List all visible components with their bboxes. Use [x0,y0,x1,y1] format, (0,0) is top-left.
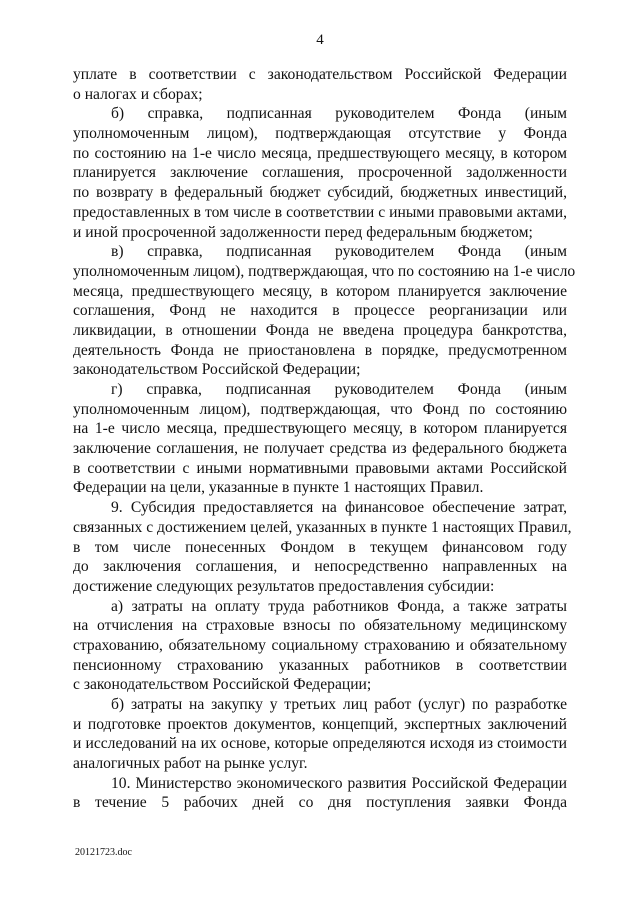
text-line: о налогах и сборах; [73,85,203,103]
text-line: а) затраты на оплату труда работников Фонда, а также затраты [111,597,567,615]
text-line: заключение соглашения, не получает средства из федерального бюджета [73,440,567,458]
text-line: в том числе понесенных Фондом в текущем финансовом году [73,538,567,556]
text-line: достижение следующих результатов предоставления субсидии: [73,577,495,595]
text-line: и исследований на их основе, которые определяются исходя из стоимости [73,735,567,753]
text-line: уплате в соответствии с законодательством Российской Федерации [73,66,567,83]
text-line: в соответствии с иными нормативными правовыми актами Российской [73,459,567,477]
text-line: г) справка, подписанная руководителем Фонда (иным [111,381,567,398]
text-line: до заключения соглашения, и непосредственно направленных на [73,558,567,576]
text-line: по возврату в федеральный бюджет субсидий, бюджетных инвестиций, [73,184,567,202]
text-line: с законодательством Российской Федерации; [73,676,372,694]
text-line: на 1-е число месяца, предшествующего месяцу, в котором планируется [73,420,567,438]
text-line: планируется заключение соглашения, просроченной задолженности [73,164,567,182]
text-line: страхованию, обязательному социальному страхованию и обязательному [73,636,567,654]
page-number: 4 [316,32,324,48]
text-line: предоставленных в том числе в соответствии с иными правовыми актами, [73,203,567,221]
text-line: в течение 5 рабочих дней со дня поступления заявки Фонда [73,794,567,812]
text-line: б) затраты на закупку у третьих лиц работ (услуг) по разработке [111,696,567,713]
text-line: в) справка, подписанная руководителем Фонда (иным [111,243,567,261]
text-line: б) справка, подписанная руководителем Фонда (иным [111,105,567,123]
text-line: соглашения, Фонд не находится в процессе реорганизации или [73,302,567,320]
text-line: и подготовке проектов документов, концепций, экспертных заключений [73,715,567,733]
text-line: аналогичных работ на рынке услуг. [73,755,308,773]
text-line: уполномоченным лицом), подтверждающая, что Фонд по состоянию [73,400,567,418]
text-line: пенсионному страхованию указанных работников в соответствии [73,656,567,674]
text-line: месяца, предшествующего месяцу, в котором планируется заключение [73,282,567,300]
text-line: законодательством Российской Федерации; [73,361,361,379]
text-line: ликвидации, в отношении Фонда не введена процедура банкротства, [73,321,567,339]
text-line: и иной просроченной задолженности перед федеральным бюджетом; [73,223,533,241]
document-body [73,65,576,813]
text-line: связанных с достижением целей, указанных в пункте 1 настоящих Правил, [73,518,572,536]
file-name-footer: 20121723.doc [75,847,132,858]
text-line: деятельность Фонда не приостановлена в порядке, предусмотренном [73,341,567,359]
text-line: уполномоченным лицом), подтверждающая отсутствие у Фонда [73,125,567,143]
text-line: на отчисления на страховые взносы по обязательному медицинскому [73,617,567,635]
text-line: по состоянию на 1-е число месяца, предшествующего месяцу, в котором [73,144,567,162]
text-line: уполномоченным лицом), подтверждающая, что по состоянию на 1-е число [73,262,576,280]
text-line: 9. Субсидия предоставляется на финансовое обеспечение затрат, [111,499,567,517]
text-line: Федерации на цели, указанные в пункте 1 настоящих Правил. [73,479,484,497]
text-line: 10. Министерство экономического развития Российской Федерации [111,774,567,792]
